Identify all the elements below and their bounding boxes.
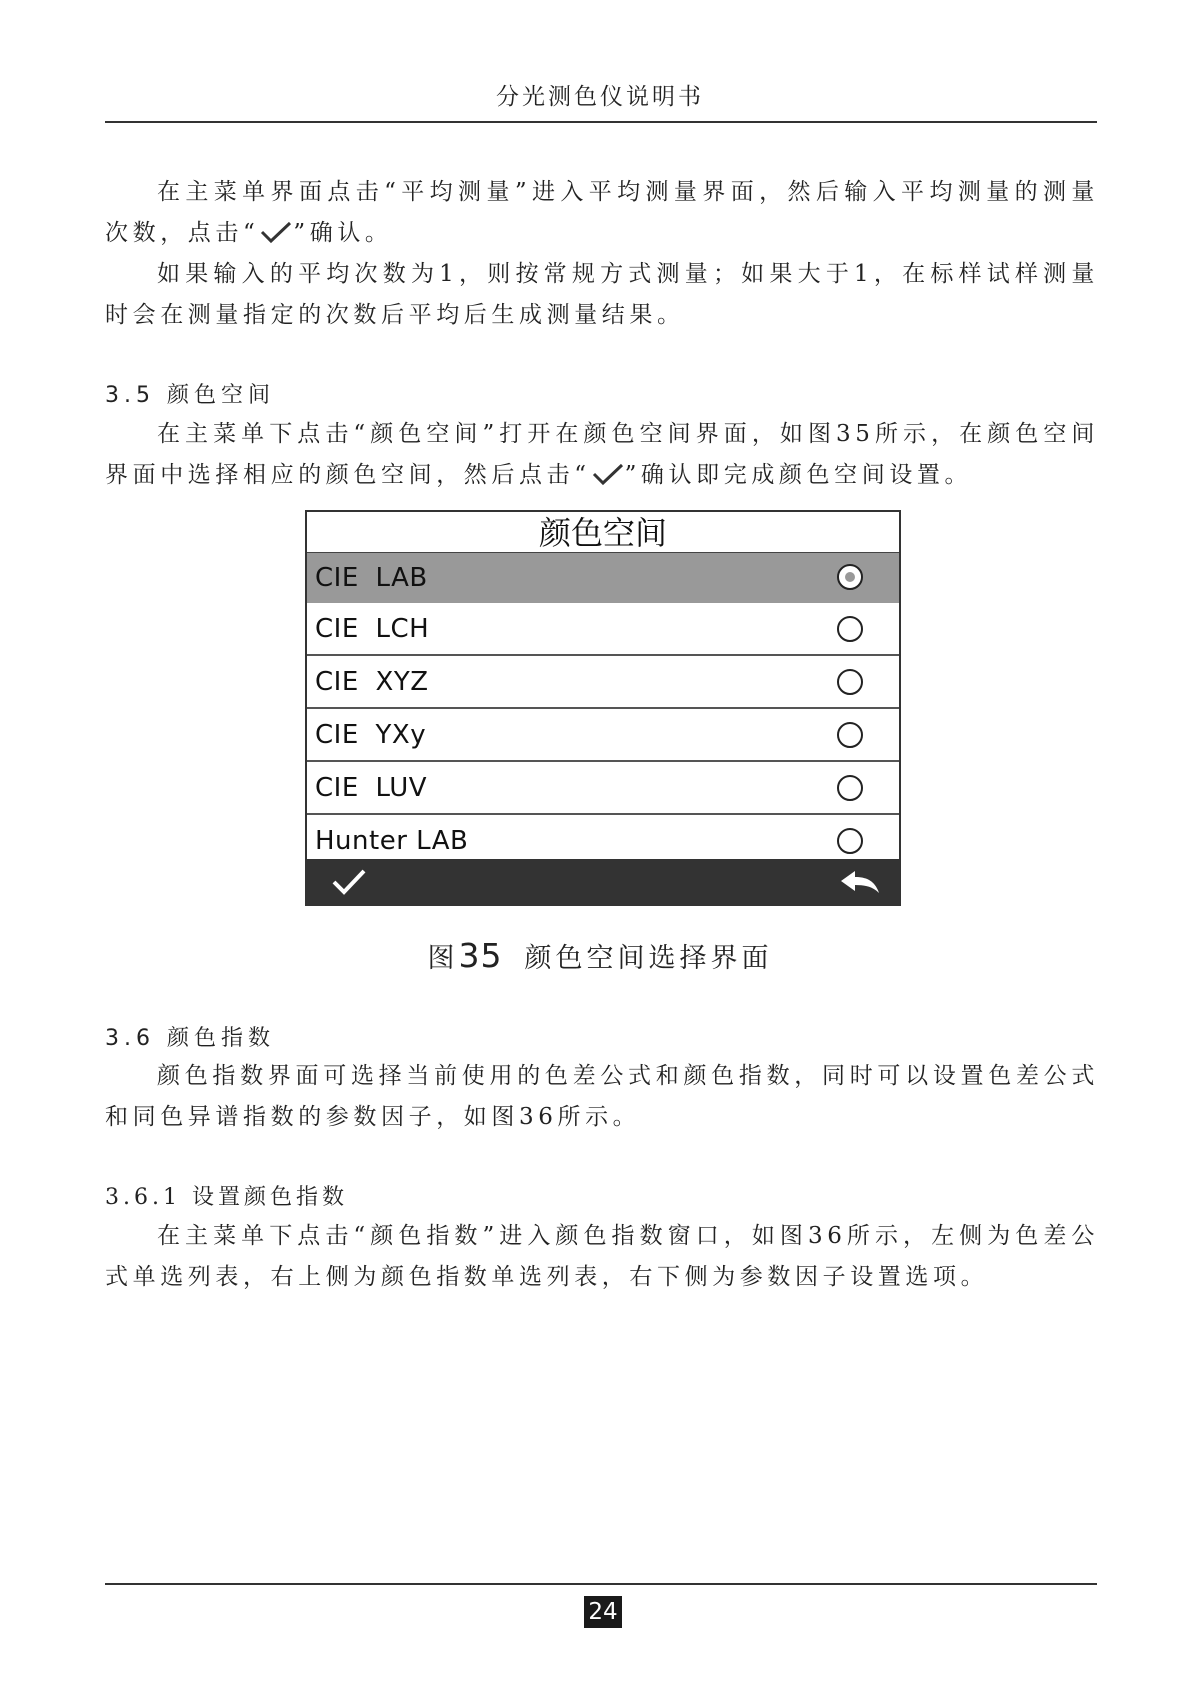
option-label: CIE LUV	[315, 773, 428, 803]
check-icon	[591, 462, 625, 486]
check-icon	[259, 220, 293, 244]
section-3-5-paragraph: 在主菜单下点击“颜色空间”打开在颜色空间界面，如图35所示，在颜色空间界面中选择相应的颜色空间，然后点击“ ”确认即完成颜色空间设置。	[105, 421, 1099, 488]
section-3-6-1-paragraph: 在主菜单下点击“颜色指数”进入颜色指数窗口，如图36所示，左侧为色差公式单选列表，右上侧为颜色指数单选列表，右下侧为参数因子设置选项。	[105, 1223, 1099, 1290]
option-cie-lab[interactable]	[307, 553, 899, 603]
figure-label: 图	[427, 943, 459, 974]
section-3-6-body	[105, 1056, 1099, 1138]
intro-section	[105, 172, 1099, 336]
option-cie-luv[interactable]	[307, 762, 899, 815]
radio-icon[interactable]	[837, 722, 863, 748]
color-space-screen	[305, 510, 901, 906]
figure-caption	[0, 936, 1200, 975]
radio-icon[interactable]	[837, 828, 863, 854]
option-cie-xyz[interactable]	[307, 656, 899, 709]
screen-title: 颜色空间	[307, 512, 899, 553]
intro-paragraph-2: 如果输入的平均次数为1，则按常规方式测量；如果大于1，在标样试样测量时会在测量指定的次数后平均后生成测量结果。	[105, 261, 1099, 328]
section-3-5-heading: 3.5 颜色空间	[105, 383, 275, 408]
option-label: CIE LAB	[315, 563, 428, 593]
section-3-6-1-body	[105, 1216, 1099, 1298]
section-3-6-1-heading: 3.6.1 设置颜色指数	[105, 1185, 348, 1210]
screen-footer-bar	[307, 859, 899, 904]
page-number: 24	[584, 1596, 622, 1628]
footer-divider	[105, 1583, 1097, 1585]
option-cie-lch[interactable]	[307, 603, 899, 656]
intro-paragraph-1: 在主菜单界面点击“平均测量”进入平均测量界面，然后输入平均测量的测量次数，点击“ ”确认。	[105, 179, 1099, 246]
figure-caption-text: 颜色空间选择界面	[524, 943, 773, 974]
section-3-6-paragraph: 颜色指数界面可选择当前使用的色差公式和颜色指数，同时可以设置色差公式和同色异谱指数的参数因子，如图36所示。	[105, 1063, 1099, 1130]
section-3-5-body	[105, 414, 1099, 496]
option-label: CIE XYZ	[315, 667, 429, 697]
check-icon[interactable]	[331, 868, 367, 896]
radio-icon[interactable]	[837, 669, 863, 695]
radio-icon[interactable]	[837, 616, 863, 642]
option-cie-yxy[interactable]	[307, 709, 899, 762]
header-divider	[105, 121, 1097, 123]
option-label: Hunter LAB	[315, 826, 469, 856]
section-3-6-heading: 3.6 颜色指数	[105, 1026, 275, 1051]
radio-selected-icon[interactable]	[837, 564, 863, 590]
option-label: CIE YXy	[315, 720, 427, 750]
radio-icon[interactable]	[837, 775, 863, 801]
document-header-title: 分光测色仪说明书	[496, 84, 704, 110]
option-label: CIE LCH	[315, 614, 430, 644]
back-arrow-icon[interactable]	[839, 869, 881, 895]
figure-number: 35	[458, 936, 503, 975]
